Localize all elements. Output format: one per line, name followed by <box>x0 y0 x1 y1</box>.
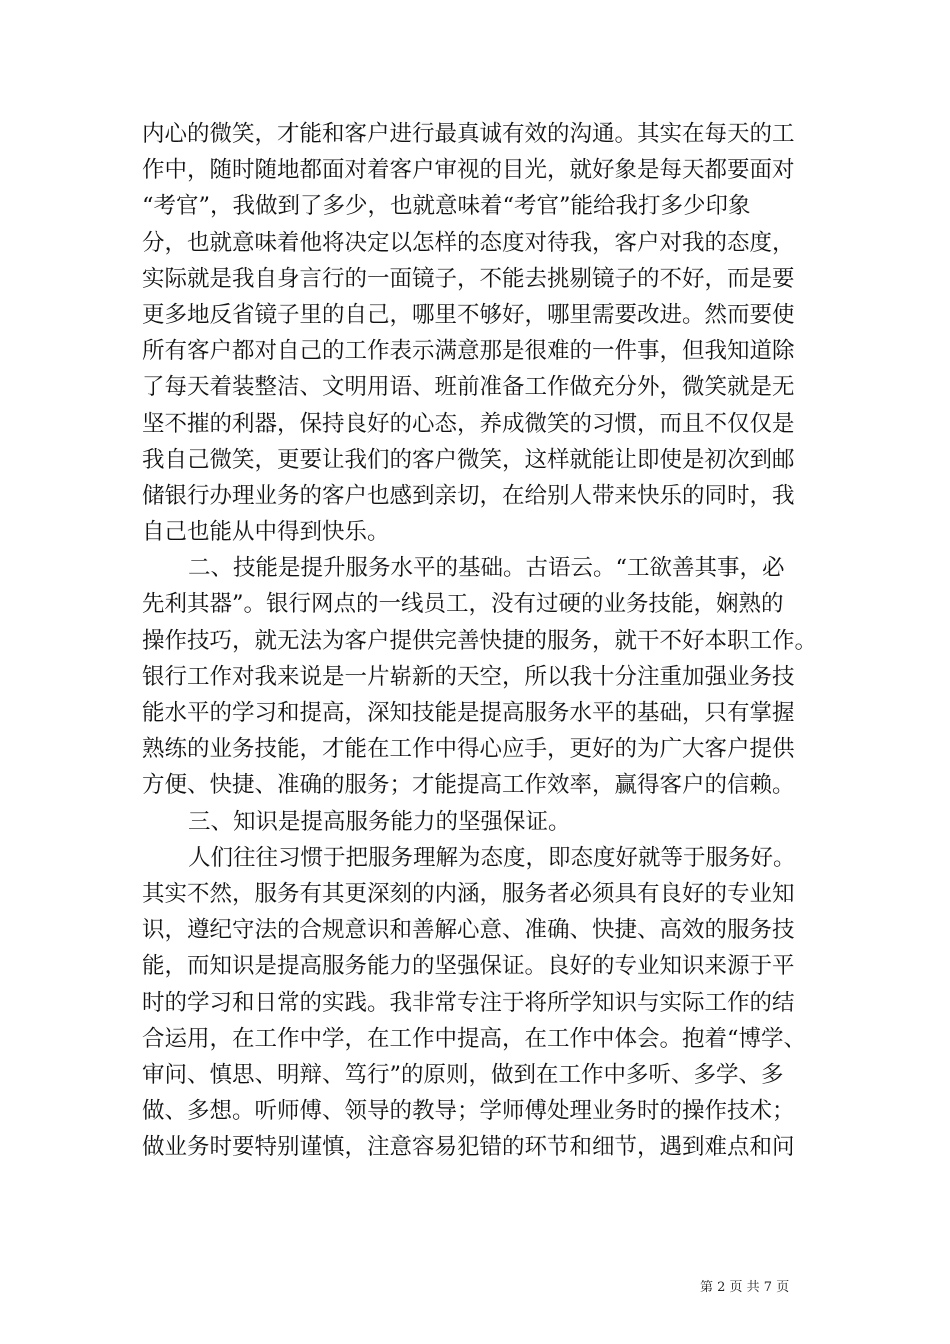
text-line: 所有客户都对自己的工作表示满意那是很难的一件事，但我知道除 <box>142 338 795 365</box>
page-number-footer: 第 2 页 共 7 页 <box>700 1280 790 1295</box>
text-line: 做业务时要特别谨慎，注意容易犯错的环节和细节，遇到难点和问 <box>142 1134 795 1161</box>
text-line: 分，也就意味着他将决定以怎样的态度对待我，客户对我的态度， <box>142 229 795 256</box>
text-line: 其实不然，服务有其更深刻的内涵，服务者必须具有良好的专业知 <box>142 880 795 907</box>
text-line: 熟练的业务技能，才能在工作中得心应手，更好的为广大客户提供 <box>142 736 795 763</box>
text-line: 银行工作对我来说是一片崭新的天空，所以我十分注重加强业务技 <box>142 663 795 690</box>
paragraph-start: 人们往往习惯于把服务理解为态度，即态度好就等于服务好。 <box>188 844 796 871</box>
text-line: 储银行办理业务的客户也感到亲切，在给别人带来快乐的同时，我 <box>142 482 795 509</box>
text-line: 做、多想。听师傅、领导的教导；学师傅处理业务时的操作技术； <box>142 1098 795 1125</box>
text-line: 了每天着装整洁、文明用语、班前准备工作做充分外，微笑就是无 <box>142 374 795 401</box>
text-line: 能水平的学习和提高，深知技能是提高服务水平的基础，只有掌握 <box>142 700 795 726</box>
text-line: 方便、快捷、准确的服务；才能提高工作效率，赢得客户的信赖。 <box>142 772 795 799</box>
text-line: 内心的微笑，才能和客户进行最真诚有效的沟通。其实在每天的工 <box>142 121 795 147</box>
text-line: 自己也能从中得到快乐。 <box>142 519 390 546</box>
text-line: 坚不摧的利器，保持良好的心态，养成微笑的习惯，而且不仅仅是 <box>142 410 795 437</box>
text-line: 审问、慎思、明辩、笃行”的原则，做到在工作中多听、多学、多 <box>142 1061 784 1088</box>
text-line: 更多地反省镜子里的自己，哪里不够好，哪里需要改进。然而要使 <box>142 301 795 328</box>
text-line: 先利其器”。银行网点的一线员工，没有过硬的业务技能，娴熟的 <box>142 591 784 618</box>
text-line: 实际就是我自身言行的一面镜子，不能去挑剔镜子的不好，而是要 <box>142 265 795 292</box>
text-line: 合运用，在工作中学，在工作中提高，在工作中体会。抱着“博学、 <box>142 1025 807 1052</box>
text-line: 时的学习和日常的实践。我非常专注于将所学知识与实际工作的结 <box>142 989 795 1016</box>
text-line: “考官”，我做到了多少，也就意味着“考官”能给我打多少印象 <box>142 193 751 220</box>
section-heading-skills: 二、技能是提升服务水平的基础。古语云。“工欲善其事，必 <box>188 555 785 582</box>
text-line: 我自己微笑，更要让我们的客户微笑，这样就能让即使是初次到邮 <box>142 446 795 473</box>
text-line: 作中，随时随地都面对着客户审视的目光，就好象是每天都要面对 <box>142 157 795 184</box>
section-heading-knowledge: 三、知识是提高服务能力的坚强保证。 <box>188 808 571 835</box>
text-line: 识，遵纪守法的合规意识和善解心意、准确、快捷、高效的服务技 <box>142 917 795 944</box>
text-line: 操作技巧，就无法为客户提供完善快捷的服务，就干不好本职工作。 <box>142 627 818 654</box>
text-line: 能，而知识是提高服务能力的坚强保证。良好的专业知识来源于平 <box>142 953 795 980</box>
body-text <box>142 116 818 1165</box>
